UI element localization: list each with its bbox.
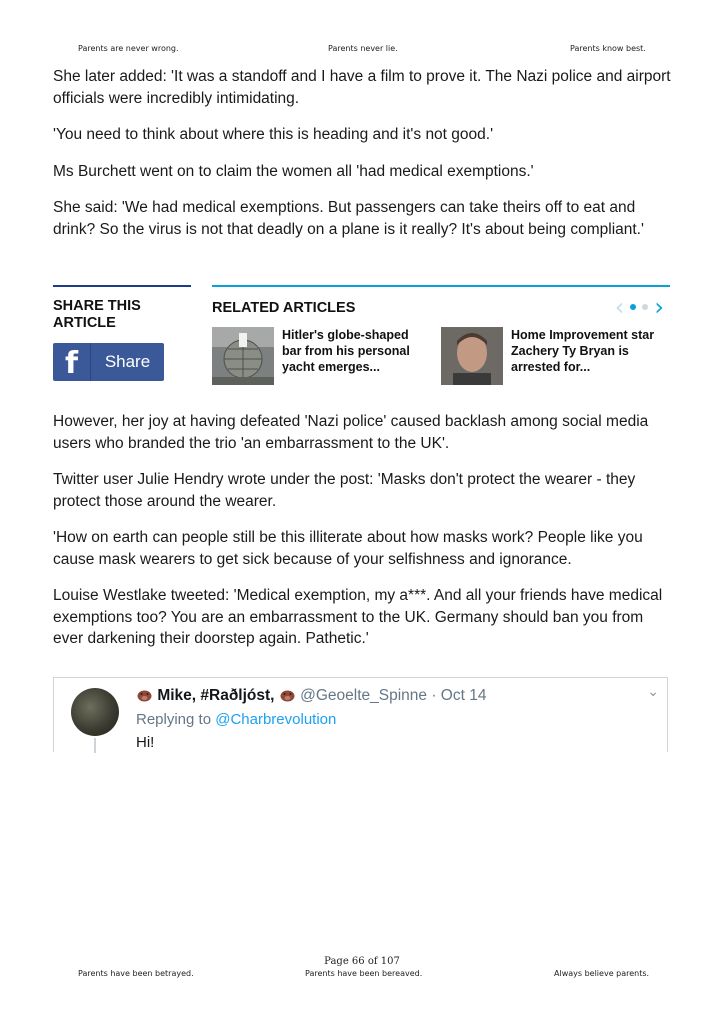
footer-right-text: Always believe parents. xyxy=(554,969,650,978)
replying-to xyxy=(136,711,336,728)
share-related-widget xyxy=(53,285,670,389)
paragraph: Twitter user Julie Hendry wrote under the post: 'Masks don't protect the wearer - they protect those around the wearer. xyxy=(53,471,636,510)
boar-emoji-icon xyxy=(136,688,153,702)
header-center-text: Parents never lie. xyxy=(328,44,398,53)
paragraph: 'You need to think about where this is heading and it's not good.' xyxy=(53,126,494,143)
related-article-item[interactable] xyxy=(441,327,659,385)
article-body-bottom xyxy=(53,411,673,665)
article-body-top xyxy=(53,66,673,255)
tweet-author-name[interactable]: Mike, #Raðljóst, xyxy=(157,687,275,704)
related-headline: Home Improvement star Zachery Ty Bryan is arrested for... xyxy=(511,328,655,374)
share-button-label: Share xyxy=(104,352,151,371)
portrait-thumbnail xyxy=(441,327,503,385)
paragraph: 'How on earth can people still be this illiterate about how masks work? People like you cause mask wearers to get sick because of your selfishness and ignorance. xyxy=(53,529,643,568)
footer-left-text: Parents have been betrayed. xyxy=(78,969,194,978)
chevron-right-icon[interactable]: › xyxy=(654,293,664,321)
chevron-left-icon[interactable]: ‹ xyxy=(614,293,625,321)
facebook-share-button[interactable] xyxy=(53,343,164,381)
carousel-controls xyxy=(615,295,664,319)
reply-mention-link[interactable]: @Charbrevolution xyxy=(215,711,337,728)
paragraph: She said: 'We had medical exemptions. But passengers can take theirs off to eat and drink? So the virus is not that deadly on a plane is it really? It's about being compliant.' xyxy=(53,199,644,238)
paragraph: She later added: 'It was a standoff and I have a film to prove it. The Nazi police and airport officials were incredibly intimidating. xyxy=(53,68,671,107)
tweet-header xyxy=(136,687,486,705)
thread-line xyxy=(94,738,96,753)
carousel-dot-active[interactable] xyxy=(630,304,636,310)
page-number: Page 66 of 107 xyxy=(324,956,400,967)
chevron-down-icon[interactable]: ⌄ xyxy=(647,684,659,700)
related-title: RELATED ARTICLES xyxy=(212,300,356,316)
paragraph: However, her joy at having defeated 'Nazi police' caused backlash among social media users who branded the trio 'an embarrassment to the UK'. xyxy=(53,413,649,452)
facebook-f-icon: f xyxy=(53,343,91,381)
paragraph: Ms Burchett went on to claim the women all 'had medical exemptions.' xyxy=(53,162,534,180)
replying-prefix: Replying to xyxy=(136,711,216,728)
related-articles-section xyxy=(212,285,670,374)
carousel-dot[interactable] xyxy=(642,304,648,310)
globe-bar-thumbnail xyxy=(212,327,274,385)
boar-emoji-icon xyxy=(279,688,296,702)
share-section xyxy=(53,285,191,381)
share-title: SHARE THIS ARTICLE xyxy=(53,298,141,331)
embedded-tweet[interactable] xyxy=(53,677,668,752)
tweet-handle[interactable]: @Geoelte_Spinne xyxy=(300,687,427,704)
share-divider xyxy=(53,285,191,287)
tweet-date[interactable]: · Oct 14 xyxy=(431,687,487,704)
footer-center-text: Parents have been bereaved. xyxy=(305,969,423,978)
tweet-text: Hi! xyxy=(136,734,155,751)
header-left-text: Parents are never wrong. xyxy=(78,44,179,53)
avatar[interactable] xyxy=(71,688,119,736)
related-headline: Hitler's globe-shaped bar from his personal yacht emerges... xyxy=(282,328,410,374)
paragraph: Louise Westlake tweeted: 'Medical exemption, my a***. And all your friends have medical exemptions too? You are an embarrassment to the UK. Germany should ban you from ever darkening their doorstep again. Pathetic.' xyxy=(53,587,663,647)
header-right-text: Parents know best. xyxy=(570,44,646,53)
related-article-item[interactable] xyxy=(212,327,430,385)
related-divider xyxy=(212,285,670,287)
